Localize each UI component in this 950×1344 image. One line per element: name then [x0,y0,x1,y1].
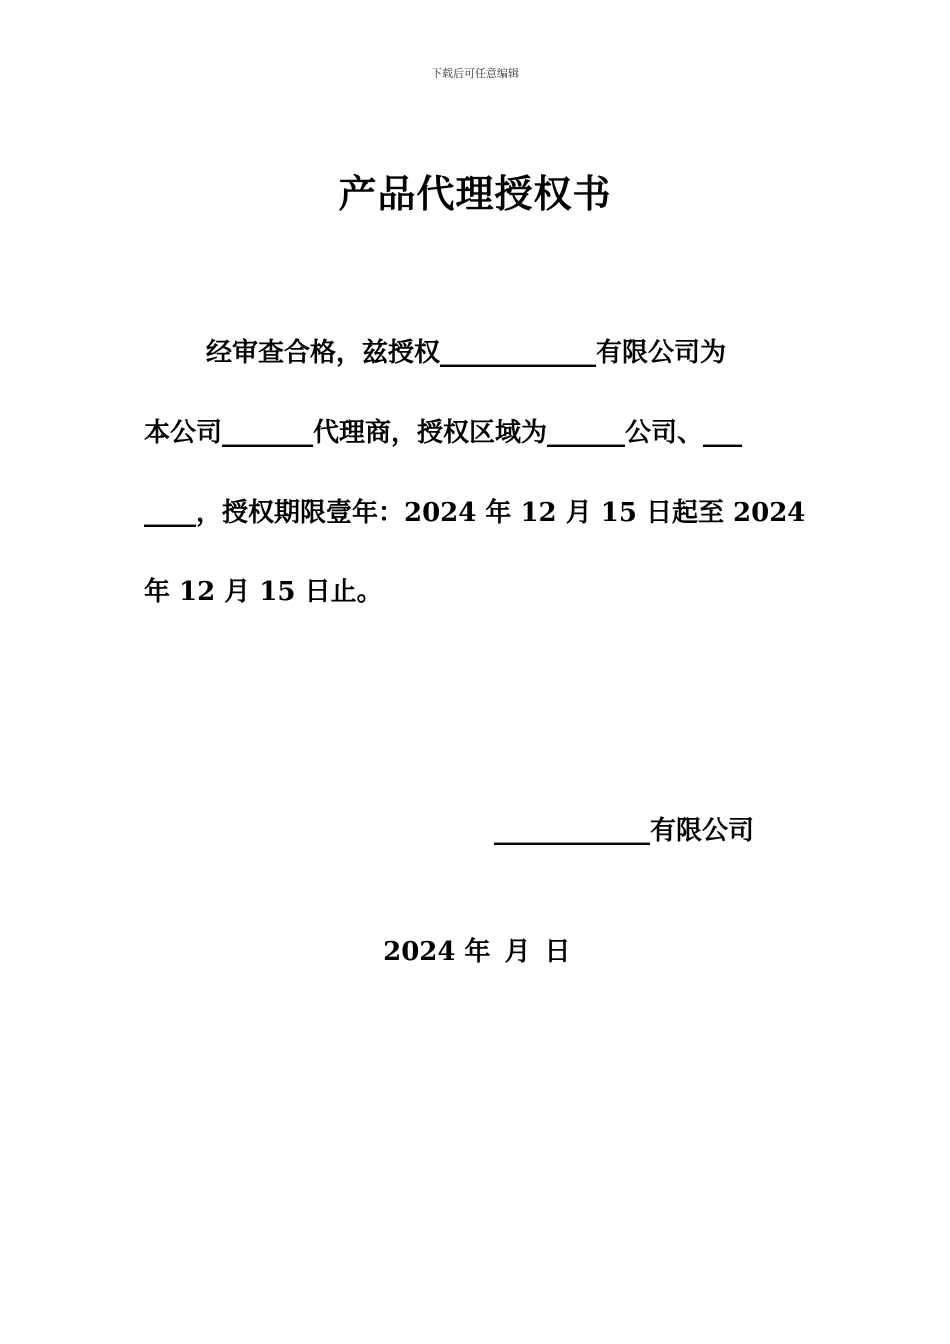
signature-date-month: 月 [504,937,531,967]
document-title: 产品代理授权书 [338,171,612,216]
body-line-1: 经审查合格，兹授权____________有限公司为 [206,338,727,368]
signature-date [365,892,571,972]
header-note: 下载后可任意编辑 [431,67,519,80]
body-line-4: 年 12 月 15 日止。 [144,577,383,607]
signature-date-year: 2024 年 [383,937,491,967]
signature-date-day: 日 [544,937,571,967]
signature-company: ____________有限公司 [494,816,755,846]
body-line-3: ____，授权期限壹年：2024 年 12 月 15 日起至 2024 [144,498,806,528]
body-line-2: 本公司_______代理商，授权区域为______公司、___ [144,418,743,448]
